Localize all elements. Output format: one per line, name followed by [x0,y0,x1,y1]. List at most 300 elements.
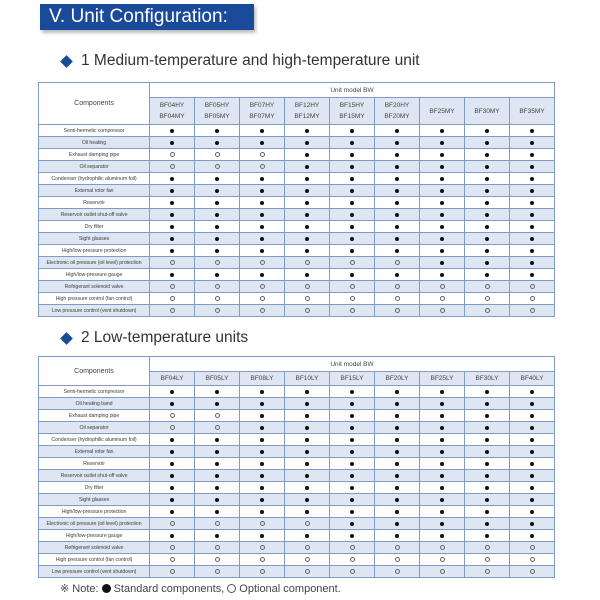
optional-circle-icon [530,296,535,301]
standard-dot-icon [530,129,534,133]
standard-dot-icon [215,450,219,454]
optional-cell [465,293,510,305]
standard-cell [375,173,420,185]
model-name: BF15MY [339,113,365,120]
standard-cell [465,482,510,494]
standard-cell [285,470,330,482]
standard-dot-icon [305,177,309,181]
optional-cell [150,149,195,161]
standard-dot-icon [395,141,399,145]
standard-cell [150,434,195,446]
component-name: Exhaust damping pipe [39,410,150,422]
standard-cell [195,245,240,257]
standard-cell [285,410,330,422]
standard-dot-icon [395,402,399,406]
section-heading-text: 2 Low-temperature units [81,329,249,346]
table-row [39,518,555,530]
standard-dot-icon [530,438,534,442]
standard-cell [240,269,285,281]
model-column-header [195,98,240,125]
standard-dot-icon [260,141,264,145]
table-row [39,293,555,305]
optional-circle-icon [395,284,400,289]
standard-dot-icon [350,438,354,442]
optional-cell [375,281,420,293]
standard-dot-icon [485,438,489,442]
standard-cell [375,494,420,506]
model-column-header [420,372,465,386]
optional-cell [420,566,465,578]
table-row [39,305,555,317]
standard-dot-icon [530,426,534,430]
standard-dot-icon [260,498,264,502]
optional-cell [375,554,420,566]
standard-dot-icon [305,153,309,157]
optional-cell [285,293,330,305]
optional-cell [330,293,375,305]
optional-circle-icon [305,521,310,526]
standard-cell [285,530,330,542]
optional-circle-icon [260,545,265,550]
standard-cell [465,530,510,542]
standard-cell [330,185,375,197]
standard-dot-icon [530,534,534,538]
note-standard-label: Standard components, [113,582,225,595]
standard-cell [195,173,240,185]
optional-cell [195,554,240,566]
config-table-low-temp [38,356,555,578]
optional-circle-icon [305,296,310,301]
standard-dot-icon [305,165,309,169]
standard-dot-icon [440,177,444,181]
standard-cell [465,185,510,197]
standard-dot-icon [260,249,264,253]
optional-cell [285,542,330,554]
table-row [39,482,555,494]
optional-circle-icon [170,425,175,430]
standard-cell [420,446,465,458]
standard-cell [375,161,420,173]
standard-cell [285,482,330,494]
standard-cell [375,398,420,410]
optional-cell [285,257,330,269]
standard-cell [420,125,465,137]
model-column-header [420,98,465,125]
standard-cell [330,269,375,281]
optional-circle-icon [170,569,175,574]
standard-dot-icon [440,474,444,478]
standard-cell [285,245,330,257]
optional-cell [195,293,240,305]
standard-dot-icon [485,177,489,181]
standard-dot-icon [170,402,174,406]
standard-cell [285,434,330,446]
optional-cell [150,257,195,269]
optional-cell [195,281,240,293]
standard-cell [510,269,555,281]
optional-cell [240,566,285,578]
standard-dot-icon [395,129,399,133]
optional-circle-icon [227,584,236,593]
standard-dot-icon [485,498,489,502]
standard-cell [240,197,285,209]
standard-cell [150,530,195,542]
optional-circle-icon [170,545,175,550]
optional-circle-icon [260,152,265,157]
standard-dot-icon [440,153,444,157]
standard-cell [510,494,555,506]
standard-cell [240,410,285,422]
page-title: V. Unit Configuration: [40,4,254,30]
standard-dot-icon [440,414,444,418]
standard-cell [330,125,375,137]
optional-circle-icon [215,296,220,301]
standard-cell [465,446,510,458]
optional-cell [195,257,240,269]
standard-cell [510,221,555,233]
standard-dot-icon [305,237,309,241]
optional-circle-icon [440,284,445,289]
standard-dot-icon [530,153,534,157]
standard-cell [420,221,465,233]
standard-dot-icon [350,498,354,502]
optional-cell [240,542,285,554]
standard-cell [510,197,555,209]
standard-cell [240,173,285,185]
standard-cell [510,209,555,221]
optional-cell [420,281,465,293]
components-header: Components [39,357,150,386]
optional-circle-icon [170,284,175,289]
standard-dot-icon [305,273,309,277]
standard-dot-icon [170,450,174,454]
standard-dot-icon [485,474,489,478]
model-column-header [375,98,420,125]
standard-cell [240,185,285,197]
standard-dot-icon [260,450,264,454]
table-row [39,422,555,434]
standard-dot-icon [485,273,489,277]
standard-cell [510,530,555,542]
standard-dot-icon [215,534,219,538]
standard-dot-icon [440,237,444,241]
standard-cell [330,221,375,233]
standard-cell [285,458,330,470]
standard-dot-icon [395,438,399,442]
standard-dot-icon [260,213,264,217]
standard-dot-icon [485,534,489,538]
standard-cell [420,494,465,506]
standard-dot-icon [395,225,399,229]
standard-cell [150,386,195,398]
optional-cell [285,518,330,530]
standard-dot-icon [350,450,354,454]
optional-circle-icon [215,164,220,169]
standard-cell [465,233,510,245]
standard-dot-icon [350,189,354,193]
model-name: BF20MY [384,113,410,120]
standard-dot-icon [260,129,264,133]
standard-dot-icon [260,486,264,490]
standard-dot-icon [485,486,489,490]
standard-cell [195,125,240,137]
standard-dot-icon [215,498,219,502]
optional-circle-icon [440,569,445,574]
standard-cell [330,173,375,185]
standard-cell [465,434,510,446]
section-heading-text: 1 Medium-temperature and high-temperature unit [81,52,420,69]
standard-cell [510,173,555,185]
standard-dot-icon [215,402,219,406]
standard-dot-icon [305,426,309,430]
optional-circle-icon [170,557,175,562]
standard-dot-icon [260,201,264,205]
optional-circle-icon [440,308,445,313]
component-name: External rotor fan [39,446,150,458]
standard-dot-icon [170,141,174,145]
standard-cell [285,446,330,458]
table-row [39,257,555,269]
standard-dot-icon [440,438,444,442]
standard-dot-icon [305,213,309,217]
standard-cell [150,185,195,197]
standard-dot-icon [170,129,174,133]
standard-cell [330,233,375,245]
optional-circle-icon [305,260,310,265]
standard-dot-icon [485,165,489,169]
model-name: BF05LY [205,375,229,382]
standard-cell [330,470,375,482]
standard-dot-icon [305,438,309,442]
standard-cell [150,494,195,506]
standard-dot-icon [305,450,309,454]
optional-circle-icon [260,521,265,526]
optional-cell [150,554,195,566]
standard-cell [195,434,240,446]
optional-circle-icon [485,284,490,289]
standard-cell [420,410,465,422]
optional-cell [150,293,195,305]
component-name: External rotor fan [39,185,150,197]
standard-cell [510,506,555,518]
standard-cell [150,137,195,149]
optional-circle-icon [440,545,445,550]
standard-cell [195,185,240,197]
optional-cell [240,305,285,317]
standard-cell [510,482,555,494]
standard-dot-icon [350,486,354,490]
standard-cell [150,482,195,494]
model-name: BF12HY [294,102,320,109]
standard-dot-icon [530,249,534,253]
standard-dot-icon [440,141,444,145]
optional-cell [150,305,195,317]
standard-cell [420,149,465,161]
standard-dot-icon [350,141,354,145]
standard-cell [150,209,195,221]
standard-cell [375,386,420,398]
standard-dot-icon [350,534,354,538]
standard-dot-icon [215,474,219,478]
standard-cell [195,137,240,149]
standard-cell [465,422,510,434]
standard-cell [420,506,465,518]
standard-cell [375,518,420,530]
standard-cell [195,482,240,494]
optional-circle-icon [485,296,490,301]
optional-cell [195,305,240,317]
optional-circle-icon [485,545,490,550]
component-name: Electronic oil pressure (oil level) protection [39,518,150,530]
standard-dot-icon [260,189,264,193]
standard-cell [150,458,195,470]
optional-cell [150,566,195,578]
standard-cell [195,470,240,482]
model-column-header [465,98,510,125]
optional-circle-icon [215,545,220,550]
standard-cell [330,506,375,518]
optional-circle-icon [395,296,400,301]
model-name: BF05MY [204,113,230,120]
standard-cell [285,173,330,185]
standard-dot-icon [440,426,444,430]
optional-cell [240,293,285,305]
component-name: Semi-hermetic compressor [39,386,150,398]
optional-cell [465,305,510,317]
optional-circle-icon [305,557,310,562]
model-name: BF40LY [520,375,544,382]
standard-dot-icon [485,450,489,454]
model-column-header [285,372,330,386]
standard-cell [375,209,420,221]
unit-model-header: Unit model BW [150,83,555,98]
standard-dot-icon [485,390,489,394]
optional-cell [330,542,375,554]
standard-cell [240,470,285,482]
model-name: BF15LY [340,375,364,382]
standard-dot-icon [485,225,489,229]
component-name: Dry filter [39,221,150,233]
standard-cell [195,269,240,281]
standard-cell [285,125,330,137]
optional-cell [195,149,240,161]
standard-dot-icon [485,129,489,133]
component-name: Oil heating band [39,398,150,410]
model-name: BF35MY [519,107,545,115]
standard-dot-icon [530,486,534,490]
standard-cell [465,221,510,233]
standard-dot-icon [305,390,309,394]
optional-circle-icon [215,569,220,574]
standard-dot-icon [395,414,399,418]
standard-cell [420,137,465,149]
standard-dot-icon [395,189,399,193]
standard-cell [330,149,375,161]
standard-cell [285,137,330,149]
standard-cell [285,221,330,233]
standard-cell [465,506,510,518]
standard-cell [465,386,510,398]
standard-dot-icon [260,237,264,241]
component-name: Refrigerant solenoid valve [39,542,150,554]
standard-dot-icon [395,510,399,514]
optional-cell [240,161,285,173]
component-name: Reservoir outlet shut-off valve [39,470,150,482]
standard-cell [510,422,555,434]
standard-dot-icon [215,438,219,442]
standard-dot-icon [170,486,174,490]
table-row [39,197,555,209]
standard-dot-icon [440,462,444,466]
standard-cell [240,125,285,137]
standard-cell [375,125,420,137]
standard-dot-icon [440,522,444,526]
standard-cell [420,257,465,269]
standard-cell [465,173,510,185]
standard-cell [465,398,510,410]
standard-dot-icon [350,153,354,157]
standard-dot-icon [440,165,444,169]
standard-cell [420,173,465,185]
standard-dot-icon [395,522,399,526]
standard-cell [465,257,510,269]
standard-dot-icon [485,402,489,406]
standard-cell [150,233,195,245]
standard-dot-icon [395,486,399,490]
model-column-header [150,372,195,386]
model-column-header [510,98,555,125]
standard-cell [420,233,465,245]
standard-dot-icon [350,249,354,253]
optional-cell [510,305,555,317]
model-column-header [240,98,285,125]
standard-dot-icon [170,213,174,217]
standard-dot-icon [215,201,219,205]
component-name: High/low-pressure gauge [39,530,150,542]
legend-note [60,582,341,595]
optional-circle-icon [485,569,490,574]
optional-cell [150,161,195,173]
standard-dot-icon [485,141,489,145]
component-name: Condenser (hydrophilic aluminum foil) [39,173,150,185]
optional-circle-icon [485,308,490,313]
optional-cell [240,554,285,566]
standard-cell [510,257,555,269]
standard-cell [510,398,555,410]
standard-dot-icon [260,414,264,418]
optional-circle-icon [215,308,220,313]
standard-cell [375,530,420,542]
optional-cell [420,542,465,554]
standard-dot-icon [350,177,354,181]
optional-circle-icon [350,296,355,301]
standard-dot-icon [215,177,219,181]
standard-cell [240,446,285,458]
standard-cell [375,422,420,434]
optional-circle-icon [260,284,265,289]
model-name: BF20LY [385,375,409,382]
optional-circle-icon [260,164,265,169]
model-column-header [195,372,240,386]
table-row [39,530,555,542]
standard-cell [330,386,375,398]
optional-circle-icon [530,545,535,550]
standard-dot-icon [170,534,174,538]
standard-cell [195,209,240,221]
standard-cell [420,161,465,173]
optional-cell [330,281,375,293]
standard-cell [375,137,420,149]
